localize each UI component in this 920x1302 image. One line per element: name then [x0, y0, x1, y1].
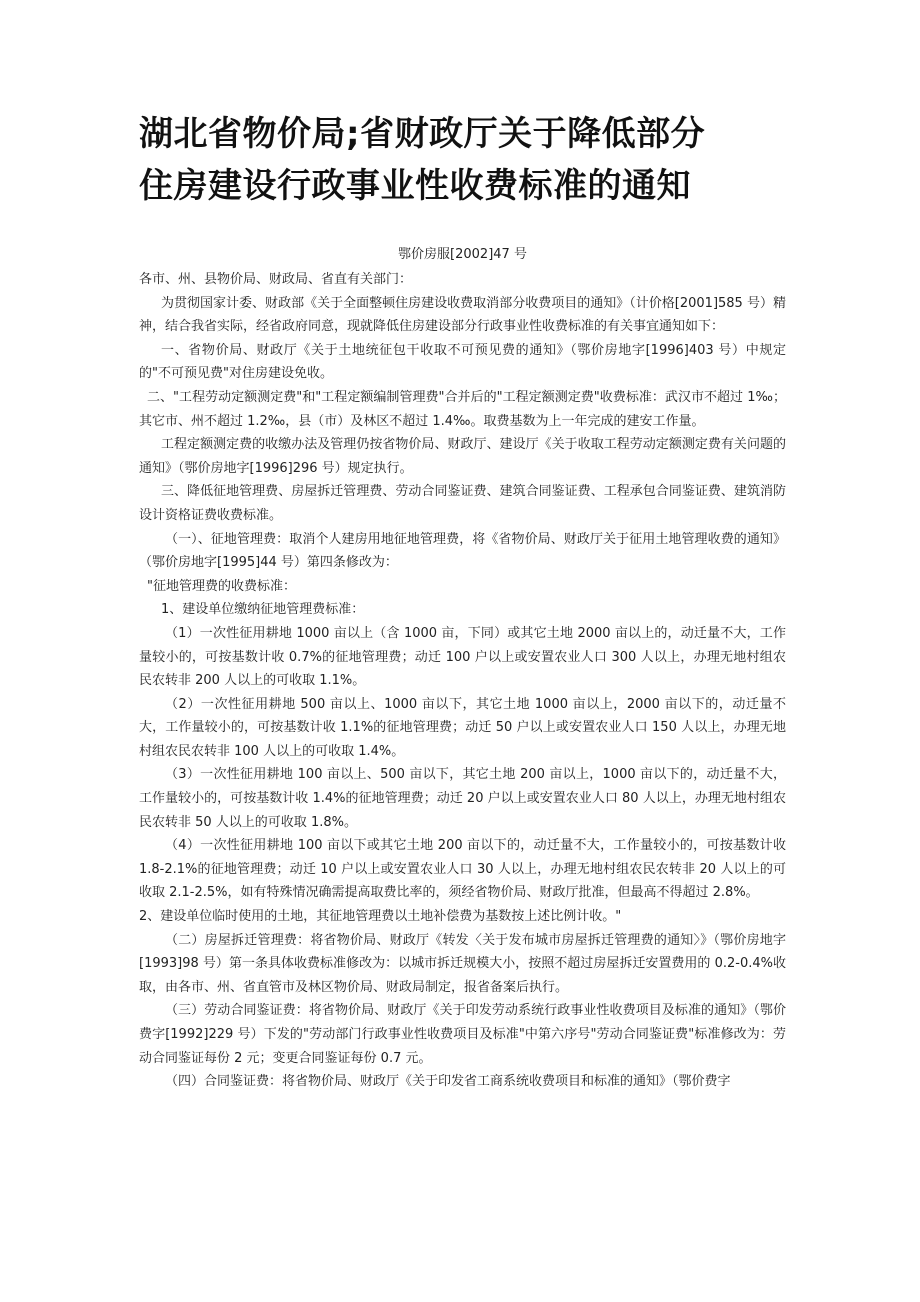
paragraph: （三）劳动合同鉴证费：将省物价局、财政厅《关于印发劳动系统行政事业性收费项目及标准的通知》（鄂价费字[1992]229 号）下发的"劳动部门行政事业性收费项目及标准"中第六序号"劳动合同鉴证费"标准修改为：劳动合同鉴证每份 2 元；变更合同鉴证每份 0.7 元。 — [139, 1003, 786, 1066]
paragraph: （4）一次性征用耕地 100 亩以下或其它土地 200 亩以下的，动迁量不大，工作量较小的，可按基数计收 1.8-2.1%的征地管理费；动迁 10 户以上或安置农业人口 30 人以上，办理无地村组农民农转非 20 人以上的可收取 2.1-2.5%，如有特殊情况确需提高取费比率的，须经省物价局、财政厅批准，但最高不得超过 2.8%。 — [139, 838, 786, 901]
paragraph: （2）一次性征用耕地 500 亩以上、1000 亩以下，其它土地 1000 亩以上，2000 亩以下的，动迁量不大，工作量较小的，可按基数计收 1.1%的征地管理费；动迁 50 户以上或安置农业人口 150 人以上，办理无地村组农民农转非 100 人以上的可收取 1.4%。 — [139, 696, 786, 759]
addressee: 各市、州、县物价局、财政局、省直有关部门： — [139, 272, 413, 287]
paragraph: 三、降低征地管理费、房屋拆迁管理费、劳动合同鉴证费、建筑合同鉴证费、工程承包合同鉴证费、建筑消防设计资格证费收费标准。 — [139, 484, 786, 523]
paragraph: （二）房屋拆迁管理费：将省物价局、财政厅《转发〈关于发布城市房屋拆迁管理费的通知〉》（鄂价房地字[1993]98 号）第一条具体收费标准修改为：以城市拆迁规模大小，按照不超过房屋拆迁安置费用的 0.2-0.4%收取，由各市、州、省直管市及林区物价局、财政局制定，报省备案后执行。 — [139, 932, 786, 995]
title-line-2: 住房建设行政事业性收费标准的通知 — [139, 166, 691, 206]
paragraph: 2、建设单位临时使用的土地，其征地管理费以土地补偿费为基数按上述比例计收。" — [139, 909, 622, 925]
document-page — [139, 108, 786, 1094]
paragraph: 二、"工程劳动定额测定费"和"工程定额编制管理费"合并后的"工程定额测定费"收费标准：武汉市不超过 1‰；其它市、州不超过 1.2‰，县（市）及林区不超过 1.4‰。取费基数为上一年完成的建安工作量。 — [139, 389, 786, 429]
paragraph: "征地管理费的收费标准： — [147, 578, 296, 594]
paragraph: 为贯彻国家计委、财政部《关于全面整顿住房建设收费取消部分收费项目的通知》（计价格[2001]585 号）精神，结合我省实际，经省政府同意，现就降低住房建设部分行政事业性收费标准的有关事宜通知如下： — [139, 295, 786, 335]
paragraph: （3）一次性征用耕地 100 亩以上、500 亩以下，其它土地 200 亩以上，1000 亩以下的，动迁量不大，工作量较小的，可按基数计收 1.4%的征地管理费；动迁 20 户以上或安置农业人口 80 人以上，办理无地村组农民农转非 50 人以上的可收取 1.8%。 — [139, 767, 786, 830]
paragraph: （一）、征地管理费：取消个人建房用地征地管理费，将《省物价局、财政厅关于征用土地管理收费的通知》（鄂价房地字[1995]44 号）第四条修改为： — [139, 531, 786, 571]
paragraph: 工程定额测定费的收缴办法及管理仍按省物价局、财政厅、建设厅《关于收取工程劳动定额测定费有关问题的通知》（鄂价房地字[1996]296 号）规定执行。 — [139, 437, 786, 476]
paragraph: （1）一次性征用耕地 1000 亩以上（含 1000 亩，下同）或其它土地 2000 亩以上的，动迁量不大，工作量较小的，可按基数计收 0.7%的征地管理费；动迁 100 户以上或安置农业人口 300 人以上，办理无地村组农民农转非 200 人以上的可收取 1.1%。 — [139, 625, 786, 689]
document-number: 鄂价房服[2002]47 号 — [398, 247, 527, 262]
title-line-1: 湖北省物价局;省财政厅关于降低部分 — [139, 114, 706, 154]
paragraph: 一、省物价局、财政厅《关于土地统征包干收取不可预见费的通知》（鄂价房地字[1996]403 号）中规定的"不可预见费"对住房建设免收。 — [139, 342, 786, 382]
paragraph: （四）合同鉴证费：将省物价局、财政厅《关于印发省工商系统收费项目和标准的通知》（鄂价费字 — [165, 1074, 731, 1090]
document-title — [139, 108, 786, 212]
paragraph: 1、建设单位缴纳征地管理费标准： — [161, 602, 365, 618]
document-body — [139, 268, 786, 1094]
